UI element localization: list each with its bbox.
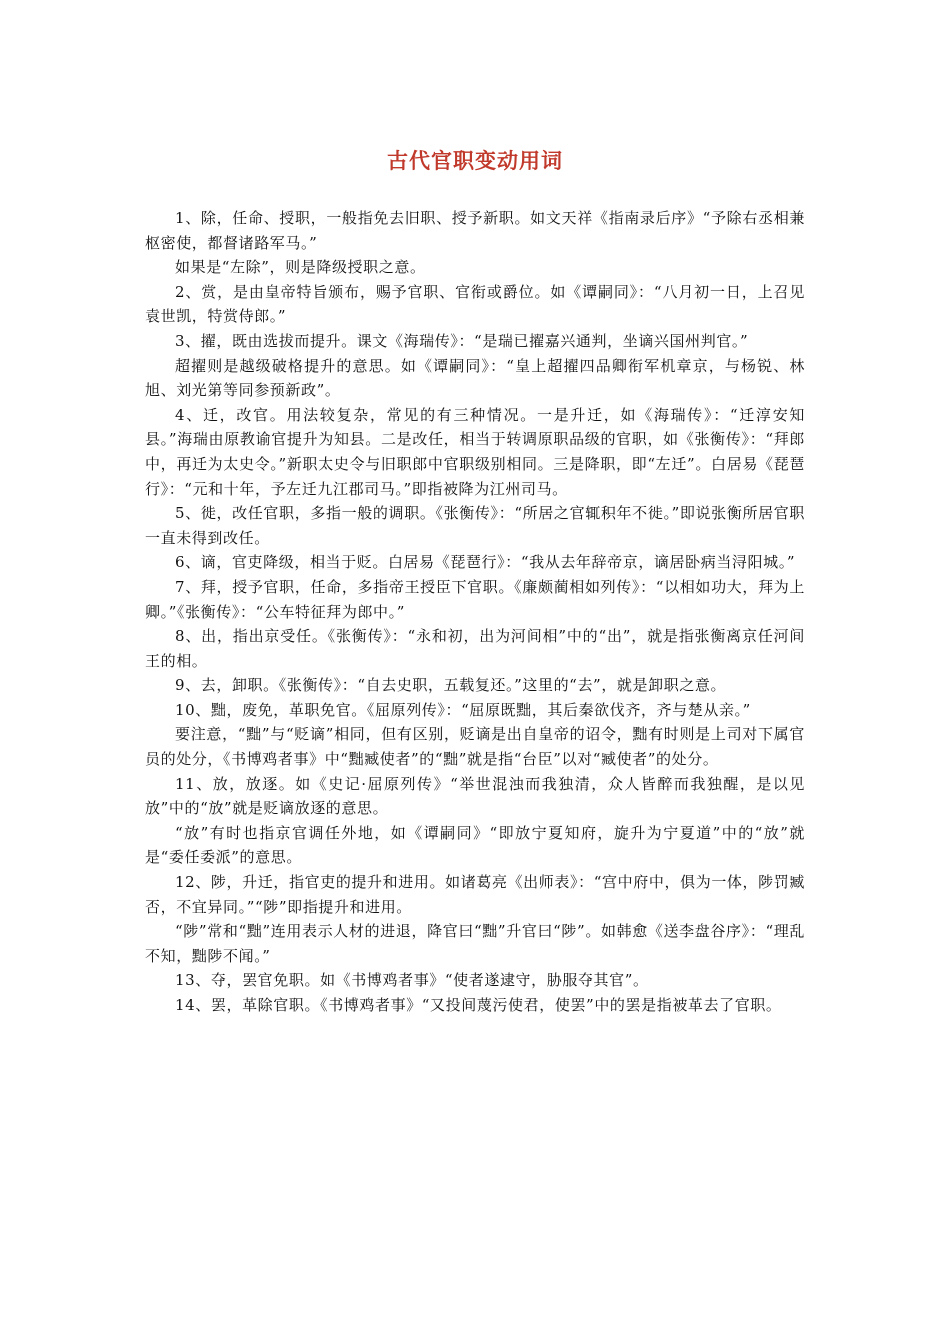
- paragraph: 9、去，卸职。《张衡传》：“自去史职，五载复还。”这里的“去”，就是卸职之意。: [175, 676, 727, 695]
- paragraph: 8、出，指出京受任。《张衡传》：“永和初，出为河间相”中的“出”，就是指张衡离京任河间王的相。: [145, 627, 805, 670]
- paragraph: 要注意，“黜”与“贬谪”相同，但有区别，贬谪是出自皇帝的诏令，黜有时则是上司对下属官员的处分，《书博鸡者事》中“黜臧使者”的“黜”就是指“台臣”以对“臧使者”的处分。: [145, 725, 805, 769]
- paragraph: 12、陟，升迁，指官吏的提升和进用。如诸葛亮《出师表》：“宫中府中，俱为一体，陟罚臧否，不宜异同。”“陟”即指提升和进用。: [145, 873, 805, 916]
- paragraph: 14、罢，革除官职。《书博鸡者事》“又投间蔑污使君，使罢”中的罢是指被革去了官职。: [175, 996, 782, 1014]
- paragraph: 7、拜，授予官职，任命，多指帝王授臣下官职。《廉颇蔺相如列传》：“以相如功大，拜为上卿。”《张衡传》：“公车特征拜为郎中。”: [145, 577, 805, 621]
- paragraph: 2、赏，是由皇帝特旨颁布，赐予官职、官衔或爵位。如《谭嗣同》：“八月初一日，上召见袁世凯，特赏侍郎。”: [145, 282, 805, 326]
- paragraph: 超擢则是越级破格提升的意思。如《谭嗣同》：“皇上超擢四品卿衔军机章京，与杨锐、林旭、刘光第等同参预新政”。: [145, 356, 805, 400]
- paragraph: 6、谪，官吏降级，相当于贬。白居易《琵琶行》：“我从去年辞帝京，谪居卧病当浔阳城。”: [175, 553, 796, 572]
- paragraph: 5、徙，改任官职，多指一般的调职。《张衡传》：“所居之官辄积年不徙。”即说张衡所居官职一直未得到改任。: [145, 504, 805, 547]
- paragraph: 1、除，任命、授职，一般指免去旧职、授予新职。如文天祥《指南录后序》“予除右丞相兼枢密使，都督诸路军马。”: [145, 209, 805, 252]
- document-body: [145, 206, 805, 1018]
- paragraph: 3、擢，既由选拔而提升。课文《海瑞传》：“是瑞已擢嘉兴通判，坐谪兴国州判官。”: [175, 331, 749, 350]
- paragraph: 如果是“左除”，则是降级授职之意。: [175, 258, 426, 277]
- paragraph: 11、放，放逐。如《史记·屈原列传》“举世混浊而我独清，众人皆醉而我独醒，是以见放”中的“放”就是贬谪放逐的意思。: [145, 774, 805, 818]
- paragraph: 4、迁，改官。用法较复杂，常见的有三种情况。一是升迁，如《海瑞传》：“迁淳安知县。”海瑞由原教谕官提升为知县。二是改任，相当于转调原职品级的官职，如《张衡传》：“拜郎中，再迁为太史令。”新职太史令与旧职郎中官职级别相同。三是降职，即“左迁”。白居易《琵琶行》：“元和十年，予左迁九江郡司马。”即指被降为江州司马。: [145, 405, 805, 498]
- paragraph: “陟”常和“黜”连用表示人材的进退，降官曰“黜”升官曰“陟”。如韩愈《送李盘谷序》：“理乱不知，黜陟不闻。”: [145, 922, 805, 965]
- paragraph: “放”有时也指京官调任外地，如《谭嗣同》“即放宁夏知府，旋升为宁夏道”中的“放”就是“委任委派”的意思。: [145, 823, 805, 867]
- paragraph: 13、夺，罢官免职。如《书博鸡者事》“使者遂逮守，胁服夺其官”。: [175, 971, 649, 990]
- document-title: 古代官职变动用词: [387, 149, 563, 173]
- paragraph: 10、黜，废免，革职免官。《屈原列传》：“屈原既黜，其后秦欲伐齐，齐与楚从亲。”: [175, 700, 751, 719]
